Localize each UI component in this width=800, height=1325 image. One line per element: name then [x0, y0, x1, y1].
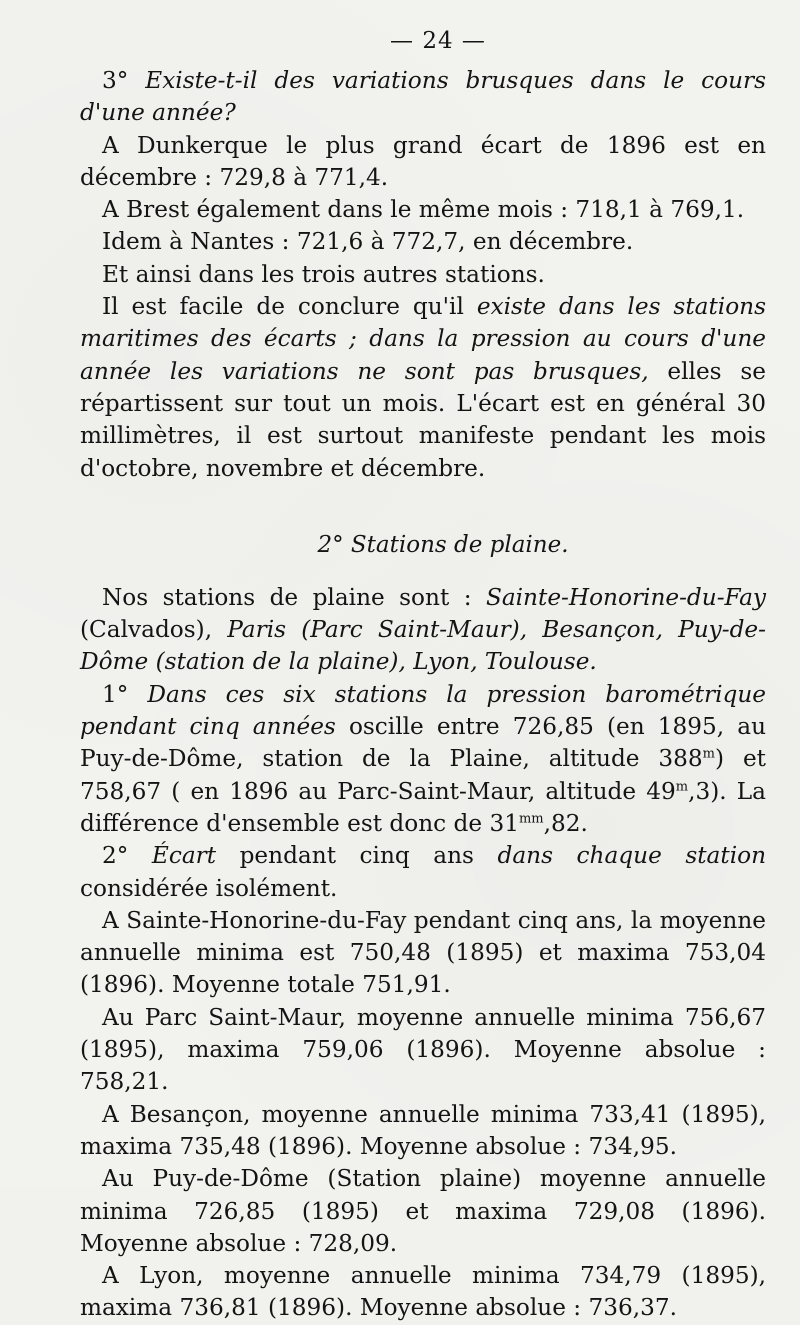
superscript-unit: mm [518, 811, 544, 827]
text-run: A Lyon, moyenne annuelle minima 734,79 (1895), maxima 736,81 (1896). Moyenne absolue : 736,37. [80, 1262, 766, 1322]
italic-text-run: Sainte-Honorine-du-Fay [485, 583, 766, 611]
superscript-unit: m [675, 778, 689, 794]
paragraph-point1 [80, 679, 766, 840]
text-run: 1° [102, 680, 148, 708]
text-run: considérée isolément. [80, 874, 338, 902]
text-run: Et ainsi dans les trois autres stations. [102, 260, 545, 288]
italic-text-run: existe dans les stations maritimes des écarts ; dans la pression au cours d'une année les variations ne sont pas brusques, [80, 293, 767, 385]
text-run: Il est facile de conclure qu'il [102, 293, 477, 321]
section-title: 2° Stations de plaine. [317, 531, 569, 558]
text-run: ) et 758,67 ( en 1896 au Parc-Saint-Maur, altitude 49 [80, 745, 766, 805]
italic-text-run: Écart [151, 842, 217, 870]
text-run: elles se répartissent sur tout un mois. L'écart est en général 30 millimètres, il est surtout manifeste pendant les mois d'octobre, novembre et décembre. [80, 357, 766, 482]
italic-text-run: Paris (Parc Saint-Maur), Besançon, Puy-de-Dôme (station de la plaine), Lyon, Toulouse. [80, 616, 766, 676]
text-run: A Brest également dans le même mois : 718,1 à 769,1. [102, 196, 745, 224]
text-run: pendant cinq ans [216, 842, 498, 870]
paragraph-puy-de-dome [80, 1163, 766, 1260]
text-run: A Dunkerque le plus grand écart de 1896 est en décembre : 729,8 à 771,4. [80, 131, 766, 191]
italic-text-run: Dans ces six stations la pression barométrique pendant cinq années [80, 680, 767, 741]
superscript-unit: m [702, 746, 715, 762]
text-run: ,3). La différence d'ensemble est donc de 31 [80, 777, 766, 837]
paragraph-q3 [80, 65, 766, 130]
paragraph-nos-stations [80, 582, 766, 679]
paragraph-point2 [80, 840, 766, 905]
page-number: — 24 — [390, 28, 486, 54]
text-run: (Calvados), [80, 616, 228, 644]
paragraph-brest [80, 194, 766, 226]
paragraph-parc-saint-maur [80, 1002, 766, 1099]
paragraph-besancon [80, 1099, 766, 1164]
paragraph-autres [80, 259, 766, 291]
text-run: ,82. [543, 809, 588, 837]
paragraph-nantes [80, 226, 766, 258]
paragraph-conclure [80, 291, 766, 485]
paragraph-sainte-honorine [80, 905, 766, 1002]
text-run: A Besançon, moyenne annuelle minima 733,41 (1895), maxima 735,48 (1896). Moyenne absolue : 734,95. [80, 1100, 766, 1160]
paragraph-lyon [80, 1260, 766, 1325]
text-run: A Sainte-Honorine-du-Fay pendant cinq ans, la moyenne annuelle minima est 750,48 (1895) et maxima 753,04 (1896). Moyenne totale 751,91. [80, 906, 766, 999]
text-run: Idem à Nantes : 721,6 à 772,7, en décembre. [102, 228, 634, 256]
italic-text-run: Existe-t-il des variations brusques dans le cours d'une année? [80, 67, 767, 127]
italic-text-run: dans chaque station [497, 842, 767, 870]
paragraph-dunkerque [80, 130, 766, 195]
text-run: 2° [102, 842, 152, 870]
plaine-section [80, 582, 766, 1325]
text-run: Au Parc Saint-Maur, moyenne annuelle minima 756,67 (1895), maxima 759,06 (1896). Moyenne absolue : 758,21. [80, 1003, 766, 1096]
text-run: Au Puy-de-Dôme (Station plaine) moyenne annuelle minima 726,85 (1895) et maxima 729,08 (1896). Moyenne absolue : 728,09. [80, 1165, 766, 1257]
maritime-section [80, 65, 766, 485]
text-run: 3° [102, 67, 146, 94]
text-run: oscille entre 726,85 (en 1895, au Puy-de-Dôme, station de la Plaine, altitude 388 [80, 713, 767, 773]
text-run: Nos stations de plaine sont : [102, 583, 486, 611]
